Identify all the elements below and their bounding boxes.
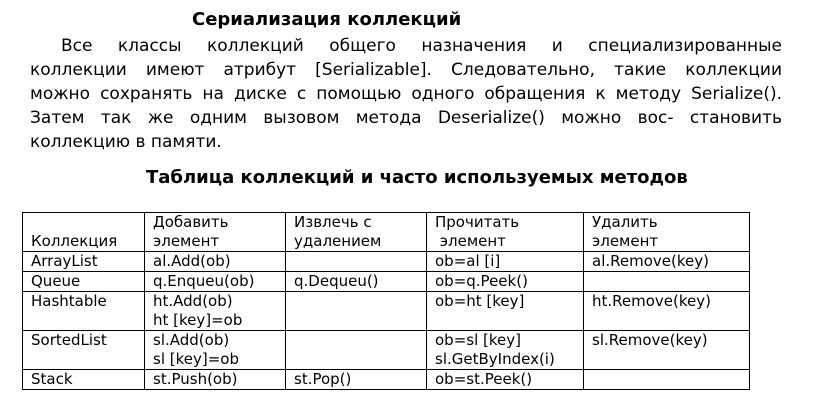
cell-text: sl.GetByIndex(i)	[435, 350, 555, 368]
cell-text: st.Push(ob)	[153, 370, 238, 388]
header-text: элемент	[435, 232, 506, 250]
table-cell	[286, 272, 427, 292]
table-cell	[145, 292, 286, 331]
table-cell	[427, 252, 584, 272]
cell-text: ht [key]=ob	[153, 311, 243, 329]
table-cell	[145, 331, 286, 370]
table-row	[23, 272, 750, 292]
table-cell	[584, 252, 750, 272]
cell-text: sl.Add(ob)	[153, 331, 230, 349]
table-cell	[286, 331, 427, 370]
cell-text: st.Pop()	[294, 370, 352, 388]
table-cell	[286, 292, 427, 331]
table-cell	[145, 370, 286, 390]
cell-text: ArrayList	[31, 252, 98, 270]
header-text: элемент	[592, 232, 659, 250]
cell-text: Hashtable	[31, 292, 107, 310]
table-header-row	[23, 213, 750, 252]
paragraph-line: коллекции имеют атрибут [Serializable]. Следовательно, такие коллекции	[30, 60, 782, 80]
header-cell-collection	[23, 213, 145, 252]
cell-text: ob=ht [key]	[435, 292, 525, 310]
cell-text: q.Dequeu()	[294, 272, 379, 290]
cell-text: q.Enqueu(ob)	[153, 272, 255, 290]
paragraph-line: коллекцию в памяти.	[30, 132, 222, 152]
table-cell	[584, 331, 750, 370]
cell-text: ob=q.Peek()	[435, 272, 528, 290]
cell-text: ht.Add(ob)	[153, 292, 233, 310]
paragraph-line: Затем так же одним вызовом метода Deserialize() можно вос- становить	[30, 108, 782, 128]
table-cell	[286, 370, 427, 390]
table-cell	[23, 331, 145, 370]
table-cell	[584, 272, 750, 292]
header-text: удалением	[294, 232, 382, 250]
table-cell	[23, 272, 145, 292]
table-cell	[286, 252, 427, 272]
header-text: Прочитать	[435, 213, 520, 231]
header-cell-remove	[584, 213, 750, 252]
table-cell	[23, 252, 145, 272]
paragraph-line: Все классы коллекций общего назначения и специализированные	[61, 36, 782, 56]
table-row	[23, 370, 750, 390]
table-cell	[427, 292, 584, 331]
cell-text: Queue	[31, 272, 81, 290]
cell-text: al.Remove(key)	[592, 252, 709, 270]
table-row	[23, 252, 750, 272]
header-cell-extract	[286, 213, 427, 252]
header-text: элемент	[153, 232, 220, 250]
cell-text: sl.Remove(key)	[592, 331, 708, 349]
page-title: Сериализация коллекций	[192, 9, 462, 30]
cell-text: ob=sl [key]	[435, 331, 521, 349]
table-cell	[427, 272, 584, 292]
header-text: Удалить	[592, 213, 658, 231]
table-row	[23, 292, 750, 331]
table-title: Таблица коллекций и часто используемых методов	[146, 167, 688, 188]
table-cell	[145, 272, 286, 292]
header-cell-add	[145, 213, 286, 252]
cell-text: Stack	[31, 370, 73, 388]
table-cell	[145, 252, 286, 272]
body-paragraph	[30, 34, 782, 154]
paragraph-line: можно сохранять на диске с помощью одного обращения к методу Serialize().	[30, 84, 782, 104]
table-cell	[427, 331, 584, 370]
table-row	[23, 331, 750, 370]
header-cell-read	[427, 213, 584, 252]
table-cell	[23, 370, 145, 390]
cell-text: ob=al [i]	[435, 252, 501, 270]
table-cell	[584, 292, 750, 331]
header-text: Извлечь с	[294, 213, 372, 231]
cell-text: SortedList	[31, 331, 107, 349]
table-cell	[23, 292, 145, 331]
header-text: Коллекция	[31, 232, 118, 250]
cell-text: ht.Remove(key)	[592, 292, 711, 310]
cell-text: al.Add(ob)	[153, 252, 231, 270]
collections-table	[22, 212, 750, 390]
cell-text: ob=st.Peek()	[435, 370, 533, 388]
cell-text: sl [key]=ob	[153, 350, 239, 368]
header-text: Добавить	[153, 213, 229, 231]
table-cell	[584, 370, 750, 390]
table-cell	[427, 370, 584, 390]
